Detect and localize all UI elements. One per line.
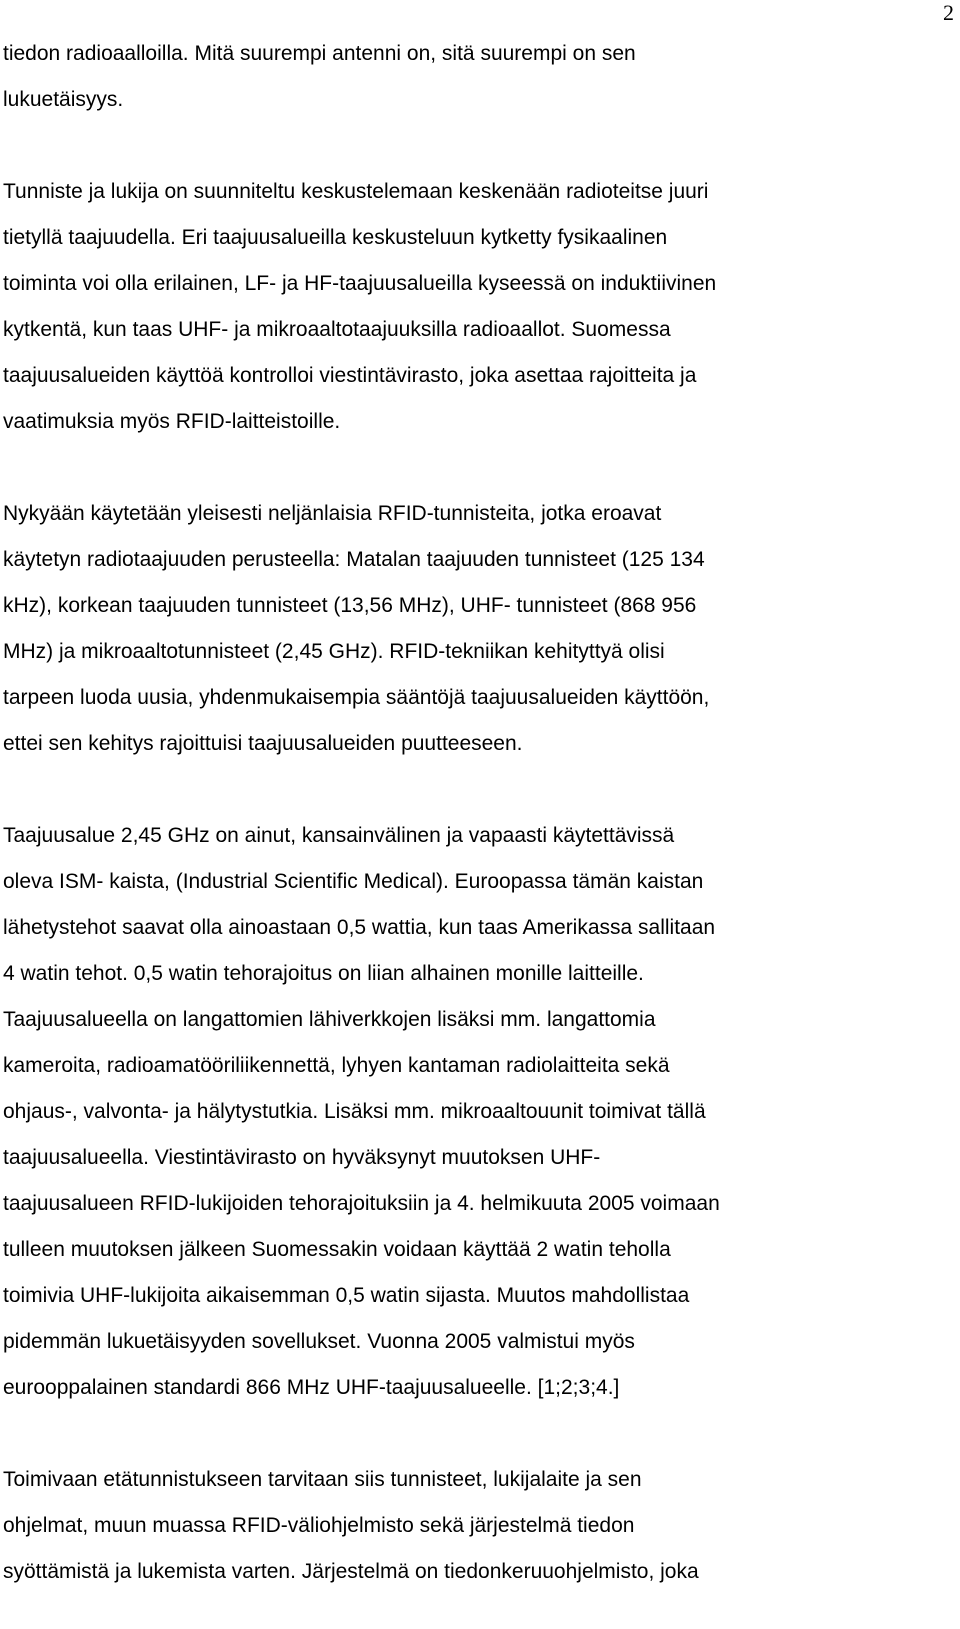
text-line: toiminta voi olla erilainen, LF- ja HF-taajuusalueilla kyseessä on induktiivinen [3, 272, 717, 295]
paragraph [3, 491, 958, 767]
text-line: oleva ISM- kaista, (Industrial Scientific Medical). Euroopassa tämän kaistan [3, 870, 704, 893]
text-line: käytetyn radiotaajuuden perusteella: Matalan taajuuden tunnisteet (125 134 [3, 548, 705, 571]
text-line: ohjelmat, muun muassa RFID-väliohjelmisto sekä järjestelmä tiedon [3, 1514, 635, 1537]
text-line: vaatimuksia myös RFID-laitteistoille. [3, 410, 341, 433]
text-line: Taajuusalue 2,45 GHz on ainut, kansainvälinen ja vapaasti käytettävissä [3, 824, 675, 847]
paragraph [3, 31, 958, 123]
text-line: tiedon radioaalloilla. Mitä suurempi antenni on, sitä suurempi on sen [3, 42, 636, 65]
text-line: Nykyään käytetään yleisesti neljänlaisia RFID-tunnisteita, jotka eroavat [3, 502, 662, 525]
text-line: taajuusalueen RFID-lukijoiden tehorajoituksiin ja 4. helmikuuta 2005 voimaan [3, 1192, 720, 1215]
text-line: ohjaus-, valvonta- ja hälytystutkia. Lisäksi mm. mikroaaltouunit toimivat tällä [3, 1100, 706, 1123]
text-line: tulleen muutoksen jälkeen Suomessakin voidaan käyttää 2 watin teholla [3, 1238, 671, 1261]
text-line: syöttämistä ja lukemista varten. Järjestelmä on tiedonkeruuohjelmisto, joka [3, 1560, 699, 1583]
document-body [3, 31, 958, 1595]
text-line: tietyllä taajuudella. Eri taajuusalueilla keskusteluun kytketty fysikaalinen [3, 226, 668, 249]
text-line: kameroita, radioamatööriliikennettä, lyhyen kantaman radiolaitteita sekä [3, 1054, 670, 1077]
text-line: pidemmän lukuetäisyyden sovellukset. Vuonna 2005 valmistui myös [3, 1330, 635, 1353]
paragraph-gap [3, 1411, 958, 1457]
text-line: Taajuusalueella on langattomien lähiverkkojen lisäksi mm. langattomia [3, 1008, 656, 1031]
text-line: lukuetäisyys. [3, 88, 124, 111]
text-line: MHz) ja mikroaaltotunnisteet (2,45 GHz). RFID-tekniikan kehityttyä olisi [3, 640, 665, 663]
paragraph [3, 1457, 958, 1595]
paragraph [3, 813, 958, 1411]
text-line: 4 watin tehot. 0,5 watin tehorajoitus on liian alhainen monille laitteille. [3, 962, 644, 985]
text-line: lähetystehot saavat olla ainoastaan 0,5 wattia, kun taas Amerikassa sallitaan [3, 916, 716, 939]
text-line: kytkentä, kun taas UHF- ja mikroaaltotaajuuksilla radioaallot. Suomessa [3, 318, 671, 341]
text-line: Toimivaan etätunnistukseen tarvitaan siis tunnisteet, lukijalaite ja sen [3, 1468, 642, 1491]
text-line: tarpeen luoda uusia, yhdenmukaisempia sääntöjä taajuusalueiden käyttöön, [3, 686, 710, 709]
text-line: taajuusalueiden käyttöä kontrolloi viestintävirasto, joka asettaa rajoitteita ja [3, 364, 697, 387]
page-number: 2 [943, 0, 954, 25]
text-line: kHz), korkean taajuuden tunnisteet (13,56 MHz), UHF- tunnisteet (868 956 [3, 594, 697, 617]
text-line: Tunniste ja lukija on suunniteltu keskustelemaan keskenään radioteitse juuri [3, 180, 709, 203]
paragraph-gap [3, 767, 958, 813]
paragraph [3, 169, 958, 445]
text-line: ettei sen kehitys rajoittuisi taajuusalueiden puutteeseen. [3, 732, 523, 755]
paragraph-gap [3, 123, 958, 169]
text-line: toimivia UHF-lukijoita aikaisemman 0,5 watin sijasta. Muutos mahdollistaa [3, 1284, 690, 1307]
paragraph-gap [3, 445, 958, 491]
text-line: taajuusalueella. Viestintävirasto on hyväksynyt muutoksen UHF- [3, 1146, 601, 1169]
text-line: eurooppalainen standardi 866 MHz UHF-taajuusalueelle. [1;2;3;4.] [3, 1376, 620, 1399]
